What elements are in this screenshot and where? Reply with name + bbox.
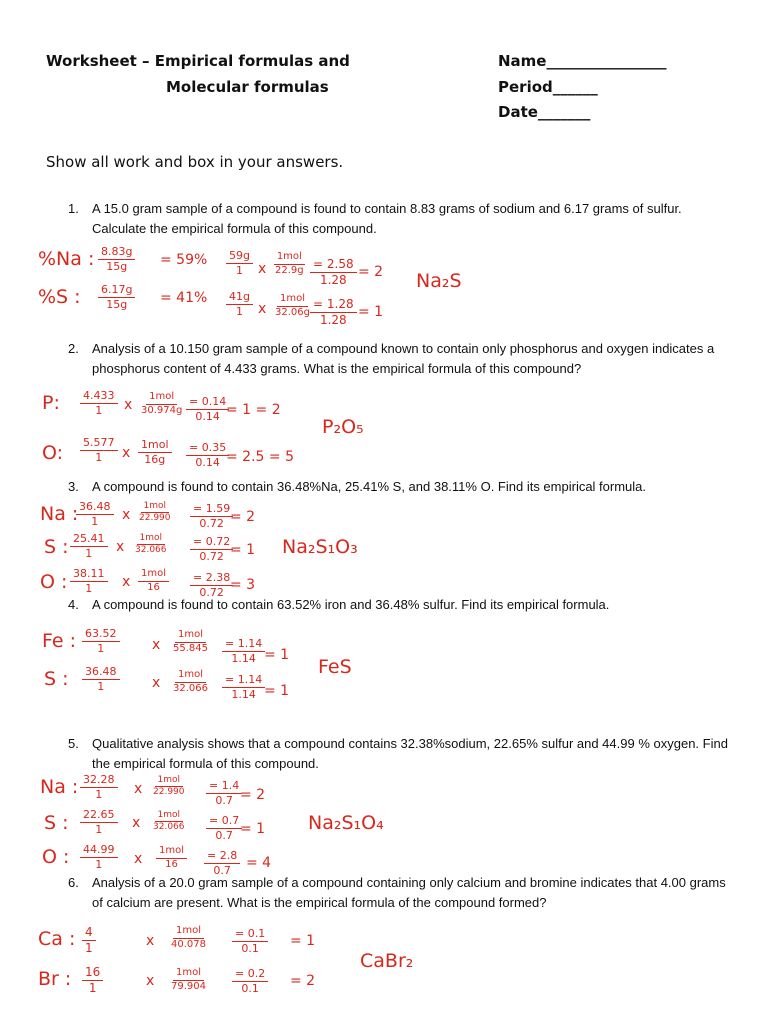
q1-na-mass-fraction	[226, 250, 253, 276]
numerator: 1mol	[156, 846, 187, 859]
q6-ca-result: = 1	[290, 933, 316, 949]
numerator: 63.52	[82, 628, 120, 642]
q6-br-ratio-fraction	[232, 968, 268, 994]
q4-s-label: S :	[44, 668, 69, 690]
q3-s-ratio-fraction	[190, 536, 233, 562]
numerator: 6.17g	[98, 284, 135, 298]
instructions: Show all work and box in your answers.	[46, 153, 344, 171]
q1-s-mass-fraction	[226, 291, 253, 317]
q2-p-result: = 1 = 2	[226, 402, 281, 418]
q4-fe-result: = 1	[264, 647, 290, 663]
q3-o-mass-fraction	[70, 568, 108, 594]
numerator: 1mol	[274, 252, 305, 265]
worksheet-title-line1: Worksheet – Empirical formulas and	[46, 52, 350, 70]
q5-na-ratio-fraction	[206, 780, 242, 806]
numerator: = 1.4	[206, 780, 242, 794]
q5-o-mass-fraction	[80, 844, 118, 870]
denominator: 1	[95, 857, 103, 871]
q5-times: x	[134, 781, 143, 797]
denominator: 22.990	[153, 787, 185, 798]
denominator: 1	[95, 403, 103, 417]
q3-times: x	[122, 574, 131, 590]
denominator: 1.28	[319, 272, 347, 287]
q1-s-percent-fraction	[98, 284, 135, 310]
q6-answer: CaBr₂	[360, 950, 414, 972]
question-number: 3.	[68, 479, 79, 494]
q1-na-mol-fraction	[272, 252, 307, 276]
q3-na-label: Na :	[40, 503, 79, 525]
q3-o-mol-fraction	[138, 569, 169, 593]
numerator: = 0.35	[186, 442, 229, 456]
q1-answer: Na₂S	[416, 270, 462, 292]
denominator: 1	[235, 263, 243, 277]
denominator: 32.066	[153, 822, 185, 833]
denominator: 16	[147, 581, 160, 593]
numerator: = 0.2	[232, 968, 268, 982]
q1-na-percent: = 59%	[160, 252, 208, 268]
numerator: = 1.14	[222, 674, 265, 688]
q3-s-mol-fraction	[132, 534, 170, 556]
numerator: 38.11	[70, 568, 108, 582]
date-field[interactable]: Date_______	[498, 103, 591, 121]
denominator: 32.066	[135, 545, 167, 556]
q1-s-ratio-fraction	[310, 298, 357, 326]
q5-s-mol-fraction	[150, 811, 188, 833]
numerator: = 2.8	[204, 850, 240, 864]
q6-ca-label: Ca :	[38, 928, 76, 950]
worksheet-title-line2: Molecular formulas	[166, 78, 329, 96]
question-number: 2.	[68, 341, 79, 356]
denominator: 0.7	[215, 828, 233, 842]
period-field[interactable]: Period______	[498, 78, 598, 96]
q2-o-label: O:	[42, 442, 64, 464]
q3-na-mass-fraction	[76, 501, 114, 527]
name-field[interactable]: Name________________	[498, 52, 667, 70]
numerator: = 2.58	[310, 258, 357, 273]
q1-s-percent: = 41%	[160, 290, 208, 306]
q3-na-ratio-fraction	[190, 503, 233, 529]
q3-s-mass-fraction	[70, 533, 108, 559]
numerator: 1mol	[138, 439, 172, 453]
q2-p-ratio-fraction	[186, 396, 229, 422]
q6-br-mass-fraction	[82, 966, 103, 994]
q1-na-result: = 2	[358, 264, 384, 280]
denominator: 16g	[144, 452, 166, 466]
numerator: 4.433	[80, 390, 118, 404]
denominator: 22.990	[139, 513, 171, 524]
q4-times: x	[152, 637, 161, 653]
q3-na-result: = 2	[230, 509, 256, 525]
numerator: 25.41	[70, 533, 108, 547]
numerator: 8.83g	[98, 246, 135, 260]
denominator: 55.845	[173, 642, 208, 654]
numerator: 59g	[226, 250, 253, 264]
numerator: = 2.38	[190, 572, 233, 586]
q6-ca-ratio-fraction	[232, 928, 268, 954]
numerator: 32.28	[80, 774, 118, 788]
q6-br-mol-fraction	[168, 968, 209, 992]
question-text: A 15.0 gram sample of a compound is found to contain 8.83 grams of sodium and 6.17 grams of sulfur. Calculate the empirical formula of this compound.	[92, 201, 682, 236]
q5-s-label: S :	[44, 812, 69, 834]
numerator: 5.577	[80, 437, 118, 451]
q5-times: x	[134, 851, 143, 867]
q5-na-label: Na :	[40, 776, 79, 798]
denominator: 16	[165, 858, 178, 870]
denominator: 0.14	[195, 409, 220, 423]
numerator: = 0.7	[206, 815, 242, 829]
denominator: 1.14	[231, 651, 256, 665]
numerator: 22.65	[80, 809, 118, 823]
q1-times: x	[258, 261, 267, 277]
q3-answer: Na₂S₁O₃	[282, 536, 358, 558]
denominator: 0.14	[195, 455, 220, 469]
q1-na-label: %Na :	[38, 248, 95, 270]
denominator: 15g	[106, 297, 128, 311]
numerator: 1mol	[277, 294, 308, 307]
numerator: 1mol	[146, 392, 177, 405]
q2-p-mass-fraction	[80, 390, 118, 416]
q5-s-result: = 1	[240, 821, 266, 837]
denominator: 32.06g	[275, 306, 310, 318]
numerator: 41g	[226, 291, 253, 305]
q3-na-mol-fraction	[136, 502, 174, 524]
q4-times: x	[152, 675, 161, 691]
q6-times: x	[146, 933, 155, 949]
denominator: 40.078	[171, 938, 206, 950]
q1-na-ratio-fraction	[310, 258, 357, 286]
q1-s-label: %S :	[38, 286, 81, 308]
q1-times: x	[258, 301, 267, 317]
denominator: 1	[85, 546, 93, 560]
q2-p-mol-fraction	[138, 392, 185, 416]
q4-s-ratio-fraction	[222, 674, 265, 700]
q6-br-result: = 2	[290, 973, 316, 989]
q5-s-ratio-fraction	[206, 815, 242, 841]
numerator: 4	[82, 926, 96, 941]
q1-na-percent-fraction	[98, 246, 135, 272]
denominator: 32.066	[173, 682, 208, 694]
q3-times: x	[116, 539, 125, 555]
denominator: 30.974g	[141, 404, 183, 416]
denominator: 1	[235, 304, 243, 318]
q4-answer: FeS	[318, 656, 352, 678]
question-text: A compound is found to contain 36.48%Na, 25.41% S, and 38.11% O. Find its empirical formula.	[92, 479, 647, 494]
q5-na-mass-fraction	[80, 774, 118, 800]
q2-o-mol-fraction	[138, 439, 172, 465]
denominator: 0.72	[199, 585, 224, 599]
q5-o-mol-fraction	[156, 846, 187, 870]
denominator: 1.14	[231, 687, 256, 701]
numerator: 36.48	[76, 501, 114, 515]
numerator: 1mol	[175, 630, 206, 643]
denominator: 1	[88, 980, 97, 995]
q4-s-mol-fraction	[170, 670, 211, 694]
denominator: 0.7	[213, 863, 231, 877]
q3-s-label: S :	[44, 536, 69, 558]
q6-br-label: Br :	[38, 968, 72, 990]
numerator: 44.99	[80, 844, 118, 858]
question-text: Analysis of a 10.150 gram sample of a compound known to contain only phosphorus and oxygen indicates a phosphorus content of 4.433 grams. What is the empirical formula of this compound?	[92, 341, 715, 376]
question-number: 4.	[68, 597, 79, 612]
denominator: 1	[95, 787, 103, 801]
denominator: 1.28	[319, 312, 347, 327]
q5-o-ratio-fraction	[204, 850, 240, 876]
q2-answer: P₂O₅	[322, 416, 364, 438]
q5-times: x	[132, 815, 141, 831]
q3-o-label: O :	[40, 571, 68, 593]
question-number: 6.	[68, 875, 79, 890]
q5-o-label: O :	[42, 846, 70, 868]
q4-s-mass-fraction	[82, 666, 120, 692]
numerator: = 1.28	[310, 298, 357, 313]
denominator: 0.1	[241, 941, 259, 955]
numerator: 16	[82, 966, 103, 981]
q5-o-result: = 4	[246, 855, 272, 871]
q2-o-ratio-fraction	[186, 442, 229, 468]
denominator: 0.1	[241, 981, 259, 995]
q1-s-mol-fraction	[272, 294, 313, 318]
denominator: 1	[85, 581, 93, 595]
numerator: 1mol	[173, 968, 204, 981]
numerator: = 0.1	[232, 928, 268, 942]
q1-s-result: = 1	[358, 304, 384, 320]
numerator: 1mol	[155, 776, 184, 787]
question-number: 5.	[68, 736, 79, 751]
denominator: 15g	[106, 259, 128, 273]
denominator: 1	[85, 940, 93, 955]
q6-ca-mol-fraction	[168, 926, 209, 950]
q4-s-result: = 1	[264, 683, 290, 699]
denominator: 1	[97, 679, 105, 693]
numerator: 1mol	[173, 926, 204, 939]
question-text: Qualitative analysis shows that a compound contains 32.38%sodium, 22.65% sulfur and 44.99 % oxygen. Find the empirical formula of this compound.	[92, 736, 728, 771]
numerator: 1mol	[175, 670, 206, 683]
q3-s-result: = 1	[230, 542, 256, 558]
denominator: 0.72	[199, 549, 224, 563]
q2-times: x	[124, 397, 133, 413]
denominator: 1	[91, 514, 99, 528]
q2-times: x	[122, 445, 131, 461]
q2-o-result: = 2.5 = 5	[226, 449, 294, 465]
q4-fe-label: Fe :	[42, 630, 77, 652]
numerator: 1mol	[138, 569, 169, 582]
q5-answer: Na₂S₁O₄	[308, 812, 384, 834]
numerator: 1mol	[137, 534, 166, 545]
denominator: 1	[97, 641, 105, 655]
q4-fe-mass-fraction	[82, 628, 120, 654]
q6-ca-mass-fraction	[82, 926, 96, 954]
q2-p-label: P:	[42, 392, 60, 414]
q5-na-mol-fraction	[150, 776, 188, 798]
denominator: 22.9g	[275, 264, 304, 276]
numerator: = 0.72	[190, 536, 233, 550]
numerator: = 1.59	[190, 503, 233, 517]
q6-times: x	[146, 973, 155, 989]
q2-o-mass-fraction	[80, 437, 118, 463]
numerator: 1mol	[141, 502, 170, 513]
question-text: A compound is found to contain 63.52% iron and 36.48% sulfur. Find its empirical formula.	[92, 597, 610, 612]
denominator: 1	[95, 822, 103, 836]
denominator: 79.904	[171, 980, 206, 992]
numerator: 36.48	[82, 666, 120, 680]
q5-s-mass-fraction	[80, 809, 118, 835]
numerator: 1mol	[155, 811, 184, 822]
denominator: 1	[95, 450, 103, 464]
q3-o-result: = 3	[230, 577, 256, 593]
question-number: 1.	[68, 201, 79, 216]
q4-fe-mol-fraction	[170, 630, 211, 654]
numerator: = 0.14	[186, 396, 229, 410]
q4-fe-ratio-fraction	[222, 638, 265, 664]
q3-o-ratio-fraction	[190, 572, 233, 598]
denominator: 0.7	[215, 793, 233, 807]
q3-times: x	[122, 507, 131, 523]
numerator: = 1.14	[222, 638, 265, 652]
question-text: Analysis of a 20.0 gram sample of a compound containing only calcium and bromine indicates that 4.00 grams of calcium are present. What is the empirical formula of the compound formed?	[92, 875, 726, 910]
denominator: 0.72	[199, 516, 224, 530]
q5-na-result: = 2	[240, 787, 266, 803]
